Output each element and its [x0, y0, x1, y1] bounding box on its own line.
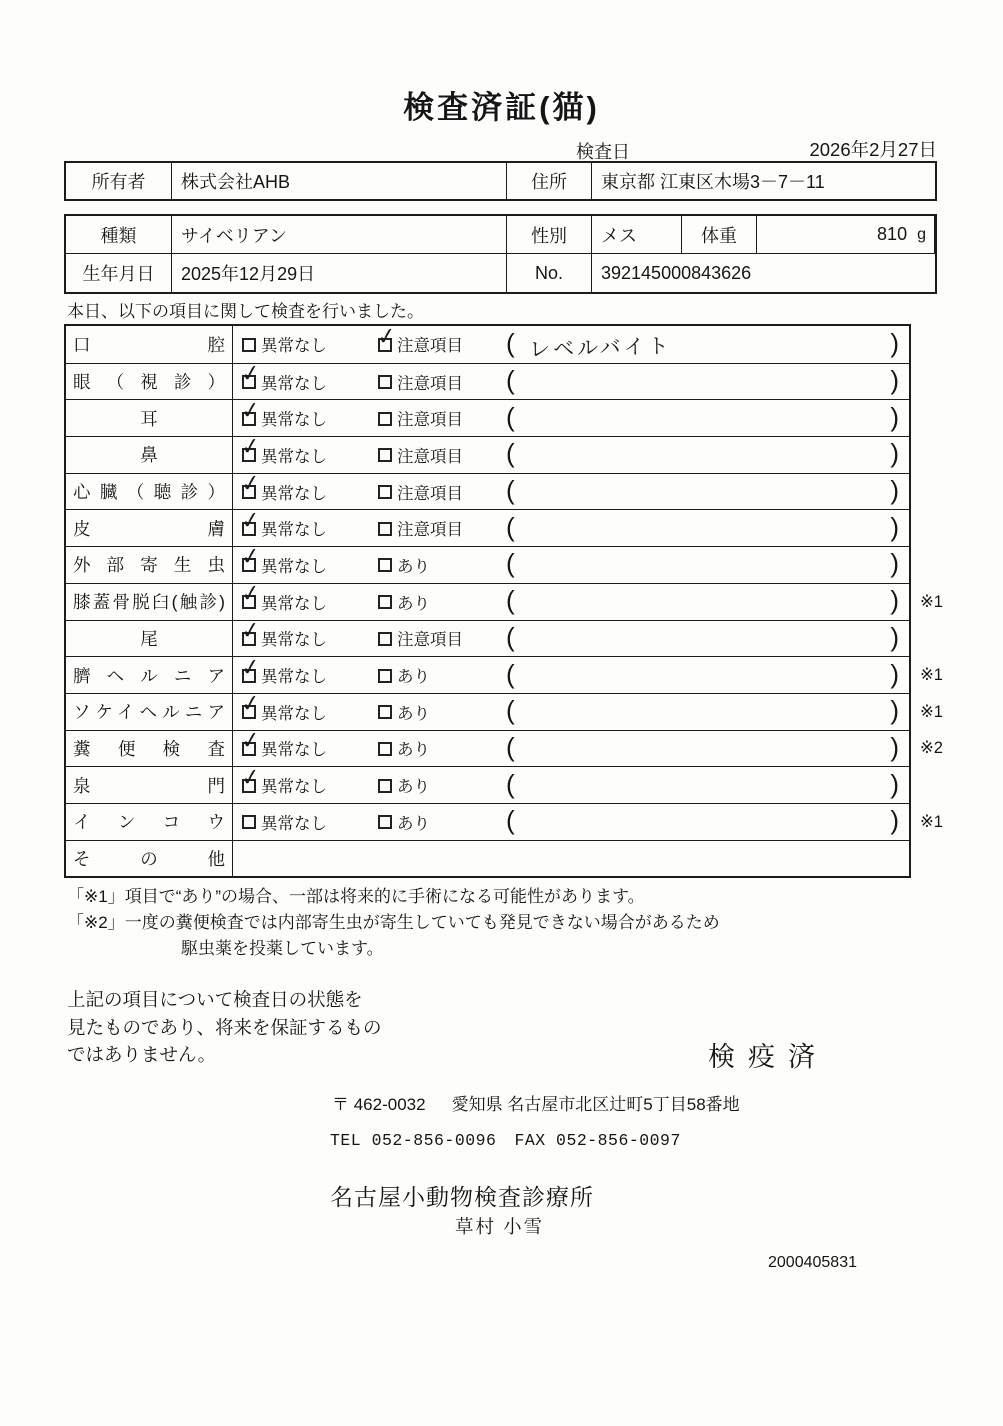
- paren-close: ): [890, 658, 899, 689]
- handwritten-note: [515, 743, 891, 753]
- exam-row: [66, 432, 909, 473]
- exam-item-content: [233, 725, 909, 767]
- checkbox-checked-icon: [239, 762, 262, 793]
- exam-item-label-text: 心臓（聴診）: [73, 482, 225, 503]
- checkbox-unchecked-icon: [378, 375, 392, 389]
- checkmark-icon: ✓: [239, 468, 262, 498]
- paren-close: ): [890, 327, 899, 358]
- exam-option-label: あり: [397, 668, 430, 687]
- exam-item-label: [66, 584, 233, 620]
- exam-option-label: 注意項目: [397, 374, 463, 393]
- checkmark-icon: ✓: [239, 432, 262, 461]
- footnote-mark: ※2: [919, 739, 943, 758]
- exam-option-label: あり: [397, 557, 430, 576]
- exam-option-label: あり: [397, 741, 430, 760]
- checkbox-checked-icon: [239, 468, 262, 499]
- exam-option: [378, 626, 506, 650]
- exam-option: [239, 468, 378, 504]
- paren-close: ): [890, 401, 899, 432]
- paren-close: ): [890, 548, 899, 579]
- exam-option: [239, 725, 378, 760]
- handwritten-note: [515, 597, 891, 607]
- exam-option: [239, 432, 378, 467]
- disclaimer-line: ではありません。: [67, 1044, 217, 1065]
- clinic-address: 愛知県 名古屋市北区辻町5丁目58番地: [451, 1095, 740, 1114]
- page-title: 検査済証(猫): [403, 90, 600, 125]
- handwritten-note: [515, 487, 891, 497]
- checkbox-checked-icon: [239, 689, 262, 719]
- exam-item-label-text: 眼（視診）: [73, 372, 225, 393]
- exam-item-label: [66, 364, 233, 400]
- clinic-name: 名古屋小動物検査診療所: [330, 1184, 594, 1210]
- exam-item-content: [233, 358, 909, 400]
- exam-item-content: [233, 804, 909, 840]
- exam-row: [66, 840, 909, 877]
- exam-item-content: [233, 615, 909, 657]
- checkbox-unchecked-icon: [378, 742, 392, 756]
- exam-option: [378, 553, 506, 577]
- exam-option: [378, 736, 506, 760]
- clinic-address-line: [332, 1090, 740, 1115]
- paren-open: (: [506, 365, 515, 396]
- exam-option: [239, 578, 378, 614]
- paren-open: (: [506, 511, 515, 542]
- exam-option-label: 異常なし: [261, 704, 327, 723]
- exam-row: [66, 321, 909, 363]
- checkbox-unchecked-icon: [242, 815, 256, 829]
- address-value: 東京都 江東区木場3－7－11: [601, 172, 825, 192]
- exam-option: [378, 700, 506, 724]
- paren-close: ): [890, 805, 899, 836]
- exam-option-label: あり: [397, 814, 430, 833]
- exam-option: [378, 443, 506, 467]
- exam-item-label-text: 皮膚: [73, 518, 225, 539]
- checkbox-unchecked-icon: [378, 815, 392, 829]
- footnote-mark: ※1: [919, 702, 943, 721]
- checkmark-icon: ✓: [239, 762, 262, 791]
- checkmark-icon: ✓: [239, 542, 262, 571]
- exam-row: [66, 468, 909, 510]
- exam-option-label: 注意項目: [397, 631, 463, 650]
- inspection-date-label: 検査日: [576, 142, 630, 162]
- exam-option-label: 異常なし: [261, 337, 327, 356]
- exam-option: [375, 321, 506, 356]
- weight-value: [757, 216, 935, 254]
- exam-option: [239, 615, 378, 650]
- owner-value: 株式会社AHB: [172, 163, 507, 199]
- paren-close: ): [890, 695, 899, 726]
- paren-close: ): [890, 585, 899, 616]
- exam-option-label: 異常なし: [261, 631, 327, 650]
- footnote-mark: ※1: [919, 666, 943, 685]
- weight-label: 体重: [682, 216, 757, 254]
- exam-item-content: [233, 432, 909, 473]
- exam-option-label: 異常なし: [261, 778, 327, 797]
- exam-item-content: [233, 689, 909, 730]
- exam-item-label: [66, 474, 233, 510]
- exam-item-label: [66, 731, 233, 767]
- checkbox-unchecked-icon: [378, 779, 392, 793]
- exam-option: [378, 480, 506, 504]
- footnote-mark: ※1: [919, 812, 943, 831]
- birthdate-label: 生年月日: [66, 254, 172, 292]
- checkbox-checked-icon: [239, 505, 262, 536]
- checkmark-icon: ✓: [239, 652, 262, 681]
- exam-option-label: あり: [397, 594, 430, 613]
- exam-item-content: [233, 841, 909, 877]
- breed-value: サイベリアン: [172, 216, 507, 254]
- exam-option: [239, 542, 378, 577]
- exam-option-label: 異常なし: [261, 521, 327, 540]
- checkbox-unchecked-icon: [378, 412, 392, 426]
- checkbox-unchecked-icon: [378, 522, 392, 536]
- exam-row: [66, 395, 909, 436]
- exam-item-label-text: 糞便検査: [73, 738, 225, 759]
- exam-option: [242, 332, 378, 356]
- paren-open: (: [506, 438, 515, 469]
- exam-option: [378, 516, 506, 540]
- exam-option: [239, 505, 378, 540]
- exam-row: [66, 578, 943, 620]
- exam-item-label: [66, 326, 233, 363]
- paren-close: ): [890, 511, 899, 542]
- paren-open: (: [506, 401, 515, 432]
- handwritten-note: [515, 560, 891, 570]
- exam-item-content: [233, 505, 909, 546]
- checkbox-unchecked-icon: [378, 705, 392, 719]
- exam-item-label: [66, 547, 233, 583]
- handwritten-note: レベルバイト: [528, 335, 672, 362]
- exam-option: [239, 652, 378, 687]
- checkbox-checked-icon: [239, 542, 262, 572]
- footnotes: [67, 884, 720, 962]
- checkmark-icon: ✓: [239, 395, 262, 424]
- exam-item-content: [233, 395, 909, 436]
- paren-close: ): [890, 621, 899, 652]
- checkbox-checked-icon: [239, 395, 262, 426]
- owner-table: [64, 161, 937, 201]
- paren-open: (: [506, 768, 515, 799]
- exam-item-label-text: 膝蓋骨脱臼(触診): [73, 592, 225, 613]
- checkbox-checked-icon: [239, 578, 262, 609]
- exam-option: [378, 810, 506, 834]
- exam-row: [66, 689, 943, 730]
- disclaimer-line: 見たものであり、将来を保証するもの: [67, 1016, 382, 1038]
- footnote-mark: ※1: [919, 592, 943, 611]
- animal-table: [64, 214, 937, 294]
- checkmark-icon: ✓: [239, 725, 262, 755]
- exam-item-label-text: 耳: [140, 408, 158, 429]
- paren-close: ): [890, 768, 899, 799]
- exam-item-label-text: 尾: [140, 628, 158, 649]
- birthdate-value: 2025年12月29日: [172, 254, 507, 292]
- checkmark-icon: ✓: [239, 615, 262, 645]
- paren-open: (: [506, 548, 515, 579]
- exam-item-label-text: インコウ: [73, 812, 225, 833]
- exam-row: [66, 542, 909, 583]
- exam-row: [66, 615, 909, 657]
- exam-option: [242, 810, 378, 834]
- checkmark-icon: ✓: [375, 321, 398, 351]
- handwritten-note: [515, 523, 891, 533]
- checkmark-icon: ✓: [239, 689, 262, 718]
- address-label: 住所: [507, 163, 592, 199]
- serial-number: 2000405831: [768, 1254, 857, 1271]
- exam-row: [66, 358, 909, 400]
- no-value: 392145000843626: [601, 262, 752, 283]
- handwritten-note: [515, 780, 891, 790]
- checkmark-icon: ✓: [239, 578, 262, 608]
- paren-open: (: [506, 327, 515, 358]
- checkmark-icon: ✓: [239, 358, 262, 388]
- footnote-line: 「※2」一度の糞便検査では内部寄生虫が寄生していても発見できない場合があるため: [67, 913, 720, 932]
- exam-item-label-text: 口腔: [73, 334, 225, 355]
- paren-close: ): [890, 731, 899, 762]
- exam-option-label: 注意項目: [397, 484, 463, 503]
- exam-option-label: 異常なし: [261, 411, 327, 430]
- exam-item-label-text: 外部寄生虫: [73, 555, 225, 576]
- exam-item-label: [66, 400, 233, 436]
- exam-row: [66, 652, 943, 693]
- fax-number: FAX 052-856-0097: [514, 1131, 681, 1150]
- exam-option-label: 注意項目: [397, 521, 463, 540]
- paren-open: (: [506, 695, 515, 726]
- weight-unit: g: [917, 225, 926, 243]
- exam-option-label: 異常なし: [261, 814, 327, 833]
- footnote-line: 駆虫薬を投薬しています。: [181, 939, 384, 958]
- paren-open: (: [506, 475, 515, 506]
- checkbox-checked-icon: [239, 432, 262, 462]
- exam-item-label: [66, 841, 233, 877]
- handwritten-note: [515, 377, 891, 387]
- exam-option-label: 注意項目: [397, 337, 463, 356]
- paren-close: ): [890, 365, 899, 396]
- checkbox-checked-icon: [239, 358, 262, 389]
- exam-item-label-text: ソケイヘルニア: [73, 702, 225, 723]
- paren-open: (: [506, 658, 515, 689]
- veterinarian-name: 草村 小雪: [455, 1216, 545, 1237]
- exam-option: [378, 590, 506, 614]
- breed-label: 種類: [66, 216, 172, 254]
- paren-close: ): [890, 438, 899, 469]
- postal-code: 〒 462-0032: [332, 1095, 426, 1114]
- exam-item-content: [233, 652, 909, 693]
- exam-option-label: 異常なし: [261, 594, 327, 613]
- exam-option-label: 異常なし: [261, 741, 327, 760]
- exam-item-content: [233, 762, 909, 803]
- exam-option-label: あり: [397, 704, 430, 723]
- exam-option-label: あり: [397, 778, 430, 797]
- footnote-line: 「※1」項目で“あり”の場合、一部は将来的に手術になる可能性があります。: [67, 887, 645, 906]
- checkbox-checked-icon: [239, 615, 262, 646]
- exam-row: [66, 725, 943, 767]
- checkbox-unchecked-icon: [242, 338, 256, 352]
- checkbox-checked-icon: [239, 652, 262, 683]
- exam-item-label: [66, 767, 233, 803]
- exam-option: [239, 689, 378, 724]
- paren-open: (: [506, 621, 515, 652]
- checkbox-unchecked-icon: [378, 595, 392, 609]
- handwritten-note: [515, 413, 891, 423]
- exam-option: [378, 370, 506, 394]
- checkmark-icon: ✓: [239, 505, 262, 535]
- checkbox-unchecked-icon: [378, 632, 392, 646]
- exam-option-label: 異常なし: [261, 484, 327, 503]
- sex-value: メス: [592, 216, 682, 254]
- exam-item-label-text: その他: [73, 848, 225, 869]
- exam-option: [239, 395, 378, 430]
- checkbox-unchecked-icon: [378, 558, 392, 572]
- exam-item-label-text: 鼻: [140, 445, 158, 466]
- exam-item-label: [66, 657, 233, 693]
- exam-option-label: 注意項目: [397, 411, 463, 430]
- exam-option: [239, 762, 378, 797]
- handwritten-note: [515, 450, 891, 460]
- exam-item-label: [66, 621, 233, 657]
- exam-option: [378, 406, 506, 430]
- exam-option: [378, 663, 506, 687]
- weight-number: 810: [877, 224, 908, 244]
- exam-item-content: [233, 542, 909, 583]
- exam-item-label: [66, 437, 233, 473]
- exam-item-label: [66, 694, 233, 730]
- owner-label: 所有者: [66, 163, 172, 199]
- exam-option-label: 異常なし: [261, 668, 327, 687]
- exam-option: [239, 358, 378, 394]
- exam-row: [66, 762, 909, 803]
- handwritten-note: [515, 817, 891, 827]
- exam-item-content: [233, 578, 909, 620]
- exam-item-label-text: 臍ヘルニア: [73, 665, 225, 686]
- checkbox-checked-icon: [239, 725, 262, 756]
- exam-row: [66, 505, 909, 546]
- exam-item-content: [233, 321, 909, 363]
- inspection-date-value: 2026年2月27日: [809, 139, 937, 160]
- exam-row: [66, 803, 943, 840]
- no-label: No.: [507, 254, 592, 292]
- tel-number: TEL 052-856-0096: [330, 1131, 497, 1150]
- disclaimer: [67, 986, 382, 1069]
- paren-open: (: [506, 731, 515, 762]
- exam-item-label: [66, 510, 233, 546]
- checkbox-unchecked-icon: [378, 485, 392, 499]
- contact-line: [330, 1131, 681, 1150]
- paren-close: ): [890, 475, 899, 506]
- intro-text: 本日、以下の項目に関して検査を行いました。: [67, 302, 424, 321]
- paren-open: (: [506, 805, 515, 836]
- exam-option-label: 異常なし: [261, 557, 327, 576]
- sex-label: 性別: [507, 216, 592, 254]
- checkbox-unchecked-icon: [378, 669, 392, 683]
- exam-option-label: 異常なし: [261, 374, 327, 393]
- exam-item-label: [66, 804, 233, 840]
- exam-option-label: 異常なし: [261, 447, 327, 466]
- quarantine-stamp: 検疫済: [708, 1042, 828, 1072]
- handwritten-note: [515, 670, 891, 680]
- handwritten-note: [515, 707, 891, 717]
- paren-open: (: [506, 585, 515, 616]
- exam-item-content: [233, 468, 909, 510]
- exam-item-label-text: 泉門: [73, 775, 225, 796]
- handwritten-note: [515, 633, 891, 643]
- checkbox-checked-icon: [375, 321, 398, 352]
- exam-option: [378, 773, 506, 797]
- checkbox-unchecked-icon: [378, 448, 392, 462]
- exam-option-label: 注意項目: [397, 447, 463, 466]
- disclaimer-line: 上記の項目について検査日の状態を: [67, 989, 363, 1010]
- exam-table: [64, 321, 943, 878]
